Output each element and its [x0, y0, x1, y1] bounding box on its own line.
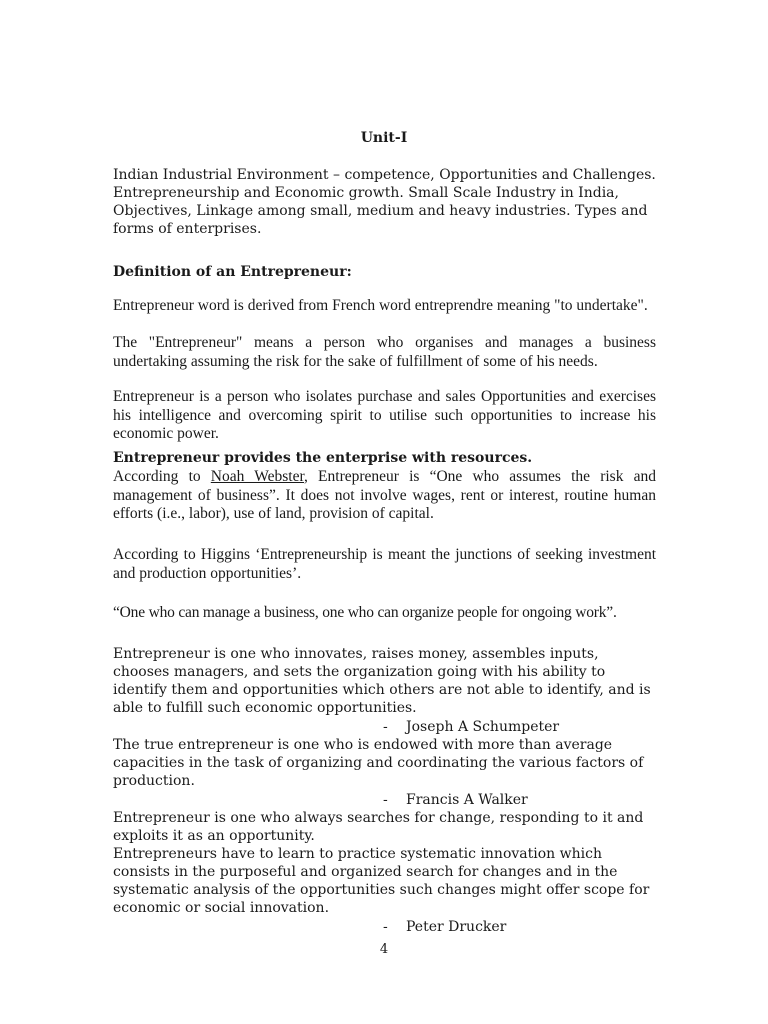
drucker-name: Peter Drucker	[406, 919, 507, 935]
schumpeter-attribution	[383, 718, 559, 736]
intro-paragraph: Indian Industrial Environment – competence, Opportunities and Challenges. Entrepreneurship and Economic growth. Small Scale Industry in India, Objectives, Linkage among small, medium and heavy industries. Types and forms of enterprises.	[113, 167, 656, 237]
resources-heading: Entrepreneur provides the enterprise with resources.	[113, 450, 533, 466]
paragraph-higgins: According to Higgins ‘Entrepreneurship is meant the junctions of seeking investment and production opportunities’.	[113, 546, 656, 582]
schumpeter-paragraph: Entrepreneur is one who innovates, raises money, assembles inputs, chooses managers, and sets the organization going with his ability to identify them and opportunities which others are not able to identify, and is able to fulfill such economic opportunities.	[113, 646, 651, 716]
walker-attribution	[383, 791, 528, 809]
walker-name: Francis A Walker	[406, 792, 528, 808]
webster-name: Noah Webster	[210, 468, 305, 485]
webster-rest: , Entrepreneur is “One who assumes the risk and management of business”. It does not involve wages, rent or interest, routine human efforts (i.e., labor), use of land, provision of capital.	[113, 468, 656, 522]
schumpeter-name: Joseph A Schumpeter	[406, 719, 560, 735]
page-number: 4	[379, 942, 389, 957]
walker-paragraph: The true entrepreneur is one who is endowed with more than average capacities in the task of organizing and coordinating the various factors of production.	[113, 737, 644, 789]
attribution-dash: -	[383, 719, 388, 735]
quote-paragraph: “One who can manage a business, one who can organize people for ongoing work”.	[113, 604, 617, 621]
attribution-dash: -	[383, 792, 388, 808]
unit-title: Unit-I	[360, 130, 408, 146]
paragraph-meaning: The "Entrepreneur" means a person who organises and manages a business undertaking assuming the risk for the sake of fulfillment of some of his needs.	[113, 334, 656, 370]
webster-prefix: According to	[113, 468, 211, 485]
paragraph-isolates: Entrepreneur is a person who isolates purchase and sales Opportunities and exercises his intelligence and overcoming spirit to utilise such opportunities to increase his economic power.	[113, 388, 656, 442]
drucker-paragraph-2: Entrepreneurs have to learn to practice systematic innovation which consists in the purposeful and organized search for changes and in the systematic analysis of the opportunities such changes might offer scope for economic or social innovation.	[113, 846, 650, 916]
paragraph-webster	[113, 468, 656, 524]
drucker-attribution	[383, 918, 506, 936]
definition-heading: Definition of an Entrepreneur:	[113, 264, 352, 280]
attribution-dash: -	[383, 919, 388, 935]
drucker-paragraph-1: Entrepreneur is one who always searches for change, responding to it and exploits it as an opportunity.	[113, 810, 644, 844]
paragraph-etymology: Entrepreneur word is derived from French word entreprendre meaning "to undertake".	[113, 297, 648, 314]
